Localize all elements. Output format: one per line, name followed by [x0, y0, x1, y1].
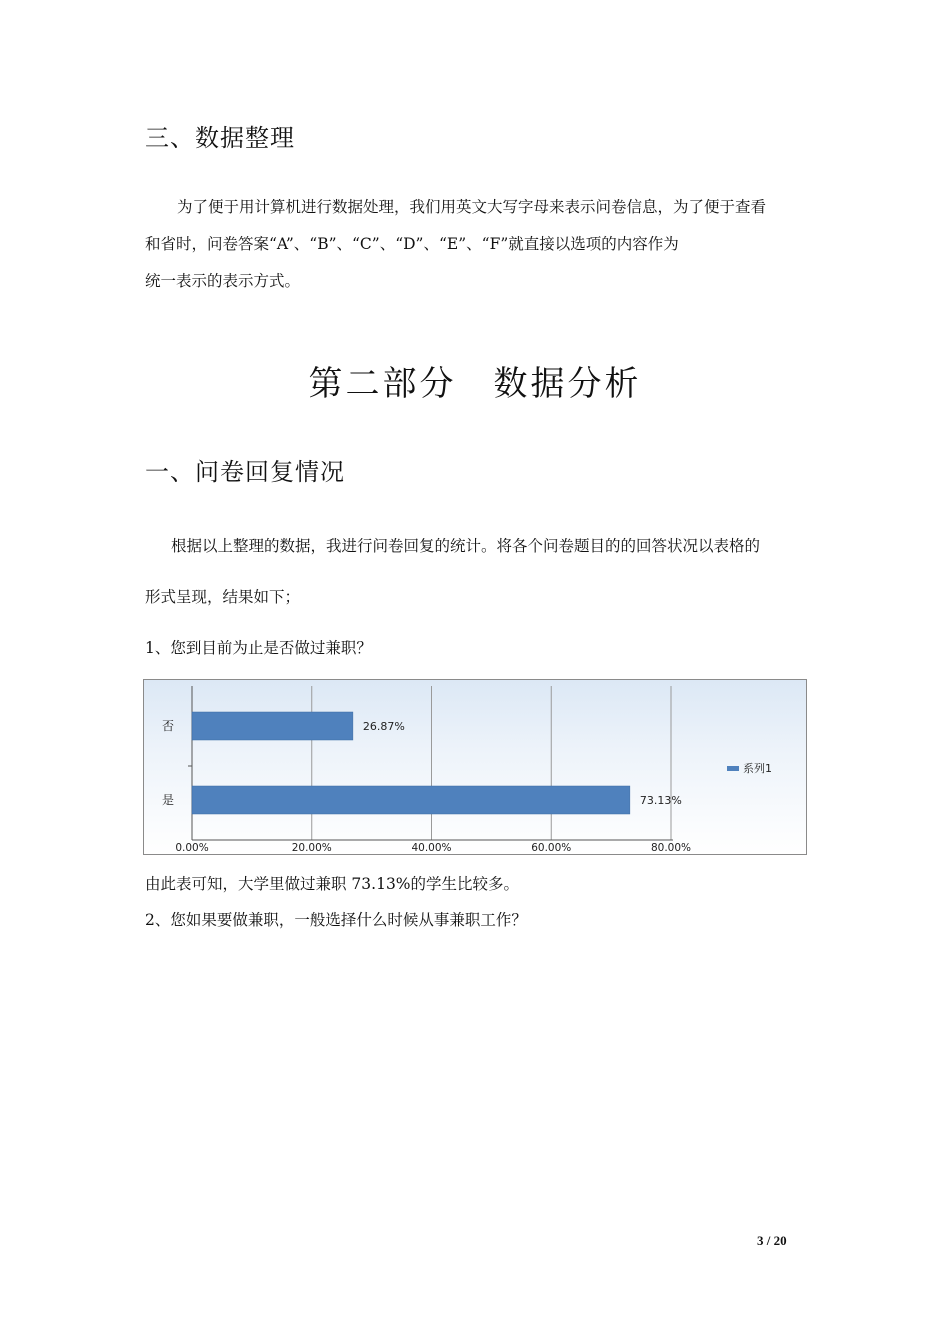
data-label: 26.87%	[362, 720, 405, 733]
category-label: 否	[161, 719, 175, 733]
question-1: 1、您到目前为止是否做过兼职？	[145, 639, 372, 657]
section-heading-data-organization: 三、数据整理	[145, 124, 295, 152]
x-tick-label: 20.00%	[291, 842, 332, 854]
page-number: 3 / 20	[757, 1233, 787, 1248]
part-title: 第二部分 数据分析	[308, 364, 642, 404]
legend-label: 系列1	[743, 762, 772, 775]
x-tick-label: 80.00%	[650, 842, 692, 854]
x-tick-label: 60.00%	[531, 842, 572, 854]
chart-container	[143, 679, 807, 855]
x-tick-label: 0.00%	[175, 842, 209, 854]
bar-chart	[144, 680, 808, 856]
data-label: 73.13%	[639, 794, 682, 807]
paragraph-line: 统一表示的表示方式。	[145, 272, 301, 290]
conclusion-text: 由此表可知，大学里做过兼职 73.13%的学生比较多。	[145, 875, 520, 893]
paragraph-line: 为了便于用计算机进行数据处理，我们用英文大写字母来表示问卷信息，为了便于查看	[177, 198, 767, 216]
paragraph-line: 形式呈现，结果如下；	[145, 588, 301, 606]
category-label: 是	[161, 793, 175, 807]
bar	[192, 786, 630, 814]
question-2: 2、您如果要做兼职，一般选择什么时候从事兼职工作？	[145, 911, 527, 929]
paragraph-line: 和省时，问卷答案“A”、“B”、“C”、“D”、“E”、“F”就直接以选项的内容作为	[145, 235, 679, 253]
legend-swatch	[727, 766, 739, 771]
x-tick-label: 40.00%	[411, 842, 452, 854]
paragraph-line: 根据以上整理的数据，我进行问卷回复的统计。将各个问卷题目的的回答状况以表格的	[171, 537, 761, 555]
section-heading-reply-status: 一、问卷回复情况	[145, 458, 345, 486]
bar	[192, 712, 353, 740]
